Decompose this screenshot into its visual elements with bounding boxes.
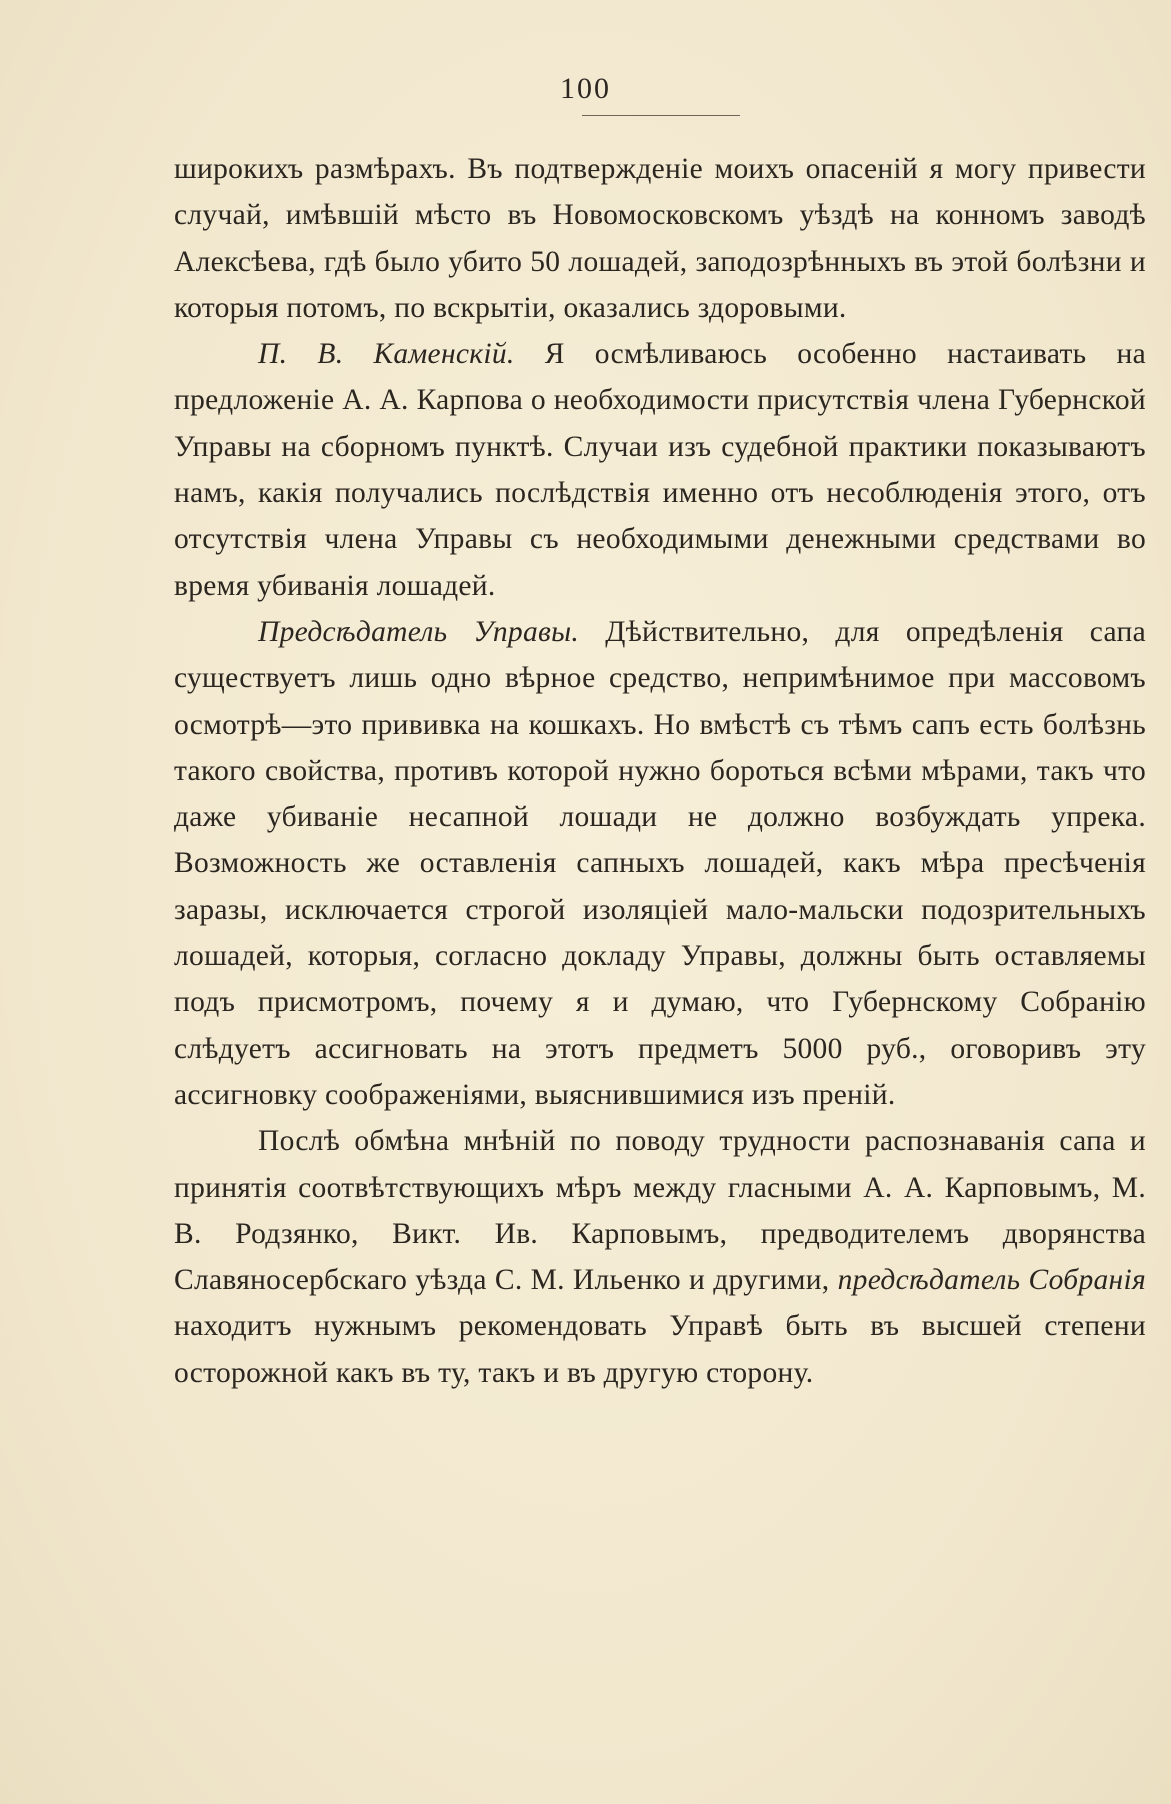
header-rule [582, 115, 740, 116]
paragraph-3 [174, 609, 1146, 1118]
paragraph-4-text-before: Послѣ обмѣна мнѣній по поводу трудности распознаванія сапа и принятія соотвѣтствующихъ мѣръ между гласными А. А. Карповымъ, М. В. Родзянко, Викт. Ив. Карповымъ, предводителемъ дворянства Славяносербскаго уѣзда С. М. Ильенко и другими, [174, 1125, 1146, 1297]
paragraph-4 [174, 1118, 1146, 1396]
paragraph-3-text: Дѣйствительно, для опредѣленія сапа существуетъ лишь одно вѣрное средство, непримѣнимое при массовомъ осмотрѣ—это прививка на кошкахъ. Но вмѣстѣ съ тѣмъ сапъ есть болѣзнь такого свойства, противъ которой нужно бороться всѣми мѣрами, такъ что даже убиваніе несапной лошади не должно возбуждать упрека. Возможность же оставленія сапныхъ лошадей, какъ мѣра пресѣченія заразы, исключается строгой изоляціей мало-мальски подозрительныхъ лошадей, которыя, согласно докладу Управы, должны быть оставляемы подъ присмотромъ, почему я и думаю, что Губернскому Собранію слѣдуетъ ассигновать на этотъ предметъ 5000 руб., оговоривъ эту ассигновку соображеніями, выяснившимися изъ преній. [174, 615, 1146, 1111]
paragraph-4-text-after: находитъ нужнымъ рекомендовать Управѣ быть въ высшей степени осторожной какъ въ ту, такъ и въ другую сторону. [174, 1310, 1146, 1389]
body-text [174, 146, 1146, 1396]
paragraph-1 [174, 146, 1146, 331]
paragraph-2 [174, 331, 1146, 609]
paragraph-1-text: широкихъ размѣрахъ. Въ подтвержденіе моихъ опасеній я могу привести случай, имѣвшій мѣсто въ Новомосковскомъ уѣздѣ на конномъ заводѣ Алексѣева, гдѣ было убито 50 лошадей, заподозрѣнныхъ въ этой болѣзни и которыя потомъ, по вскрытіи, оказались здоровыми. [174, 153, 1146, 324]
speaker-chairman-board: Предсѣдатель Управы. [258, 615, 580, 648]
speaker-kamenskiy: П. В. Каменскій. [258, 338, 515, 371]
page-number: 100 [560, 72, 611, 105]
speaker-chairman-assembly: предсѣдатель Собранія [837, 1264, 1146, 1297]
paragraph-2-text: Я осмѣливаюсь особенно настаивать на предложеніе А. А. Карпова о необходимости присутствія члена Губернской Управы на сборномъ пунктѣ. Случаи изъ судебной практики показываютъ намъ, какія получались послѣдствія именно отъ несоблюденія этого, отъ отсутствія члена Управы съ необходимыми денежными средствами во время убиванія лошадей. [174, 338, 1146, 602]
